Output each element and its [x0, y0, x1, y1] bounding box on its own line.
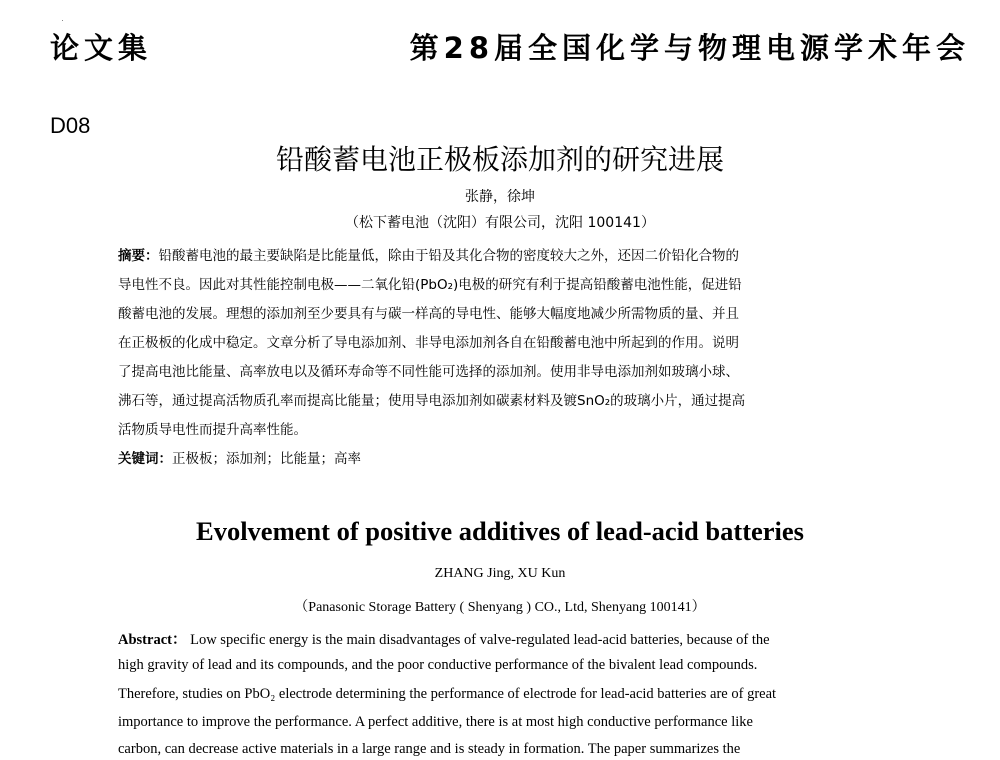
chinese-abstract-line: 了提高电池比能量、高率放电以及循环寿命等不同性能可选择的添加剂。使用非导电添加剂如玻璃小球、	[118, 364, 739, 380]
conference-title: 第28届全国化学与物理电源学术年会	[409, 31, 970, 65]
chinese-title: 铅酸蓄电池正极板添加剂的研究进展	[275, 143, 724, 176]
chinese-abstract-line: 酸蓄电池的发展。理想的添加剂至少要具有与碳一样高的导电性、能够大幅度地减少所需物质的量、并且	[118, 306, 739, 322]
chinese-keywords-line	[118, 447, 866, 467]
english-abstract-line: carbon, can decrease active materials in a large range and is steady in formation. The paper summarizes the	[118, 741, 741, 757]
journal-section-title: 论文集	[50, 31, 153, 65]
chinese-affiliation: （松下蓄电池（沈阳）有限公司，沈阳 100141）	[345, 215, 655, 231]
english-title: Evolvement of positive additives of lead-acid batteries	[196, 516, 804, 546]
paper-code: D08	[50, 113, 91, 138]
english-affiliation: （Panasonic Storage Battery ( Shenyang ) CO., Ltd, Shenyang 100141）	[294, 600, 706, 615]
chinese-abstract-line	[118, 244, 866, 264]
chinese-abstract-line: 在正极板的化成中稳定。文章分析了导电添加剂、非导电添加剂各自在铅酸蓄电池中所起到的作用。说明	[118, 335, 739, 351]
english-abstract-line	[118, 628, 878, 649]
chinese-abstract-line: 活物质导电性而提升高率性能。	[118, 422, 307, 438]
english-abstract-text: Low specific energy is the main disadvantages of valve-regulated lead-acid batteries, because of the	[186, 632, 770, 648]
chinese-abstract-text: 铅酸蓄电池的最主要缺陷是比能量低，除由于铅及其化合物的密度较大之外，还因二价铅化合物的	[158, 248, 739, 264]
chinese-keywords-label: 关键词：	[118, 451, 172, 467]
chinese-abstract-line: 导电性不良。因此对其性能控制电极——二氧化铅(PbO₂)电极的研究有利于提高铅酸蓄电池性能，促进铅	[118, 277, 742, 293]
english-authors: ZHANG Jing, XU Kun	[434, 566, 566, 581]
chinese-abstract-label: 摘要：	[118, 248, 159, 264]
english-abstract-line: Therefore, studies on PbO₂ electrode determining the performance of electrode for lead-acid batteries are of great	[118, 686, 777, 702]
english-abstract-line: importance to improve the performance. A perfect additive, there is at most high conductive performance like	[118, 714, 753, 730]
english-abstract-label: Abstract：	[118, 632, 187, 648]
english-abstract-line: high gravity of lead and its compounds, and the poor conductive performance of the bivalent lead compounds.	[118, 657, 758, 673]
chinese-abstract-line: 沸石等，通过提高活物质孔率而提高比能量；使用导电添加剂如碳素材料及镀SnO₂的玻璃小片，通过提高	[118, 393, 746, 409]
scan-speck	[62, 20, 63, 21]
chinese-authors: 张静，徐坤	[465, 189, 535, 205]
chinese-keywords: 正极板；添加剂；比能量；高率	[172, 451, 361, 467]
